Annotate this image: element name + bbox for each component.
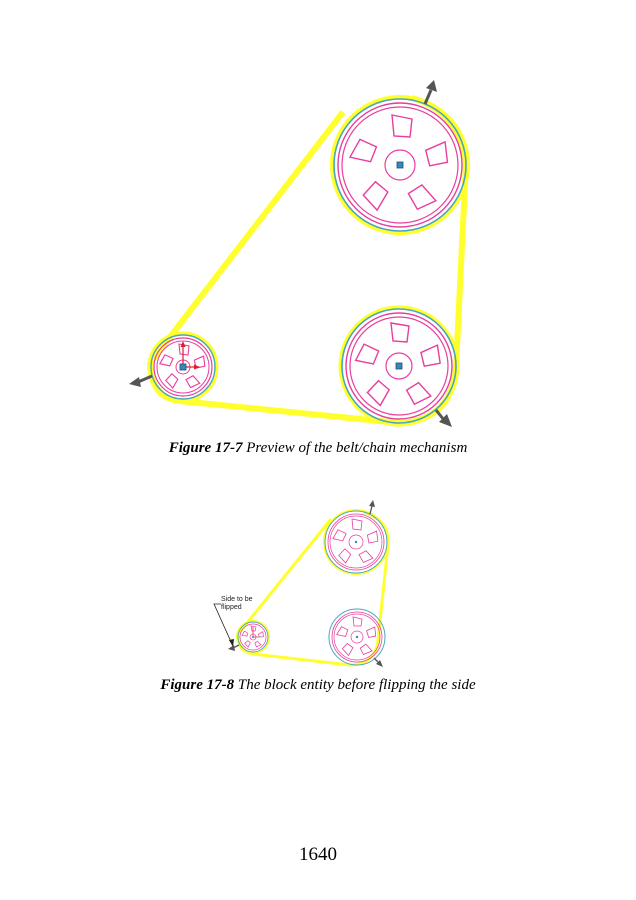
grip-arrow-icon	[374, 658, 383, 667]
page-number: 1640	[299, 844, 337, 865]
figure-caption-text: The block entity before flipping the side	[237, 677, 476, 693]
callout-label	[221, 596, 253, 612]
grip-arrow-icon	[228, 645, 239, 651]
small-pulley	[237, 621, 269, 653]
figure-caption	[0, 677, 636, 694]
callout-line: flipped	[221, 604, 242, 611]
bottom-right-pulley	[329, 609, 385, 665]
grip-arrow-icon	[369, 500, 375, 514]
figure-label: Figure 17-7	[168, 440, 243, 456]
callout-line: Side to be	[221, 596, 253, 603]
top-pulley	[324, 510, 388, 574]
figure-caption-text: Preview of the belt/chain mechanism	[246, 440, 468, 456]
belt-path	[238, 512, 388, 665]
figure-label: Figure 17-8	[160, 677, 235, 693]
